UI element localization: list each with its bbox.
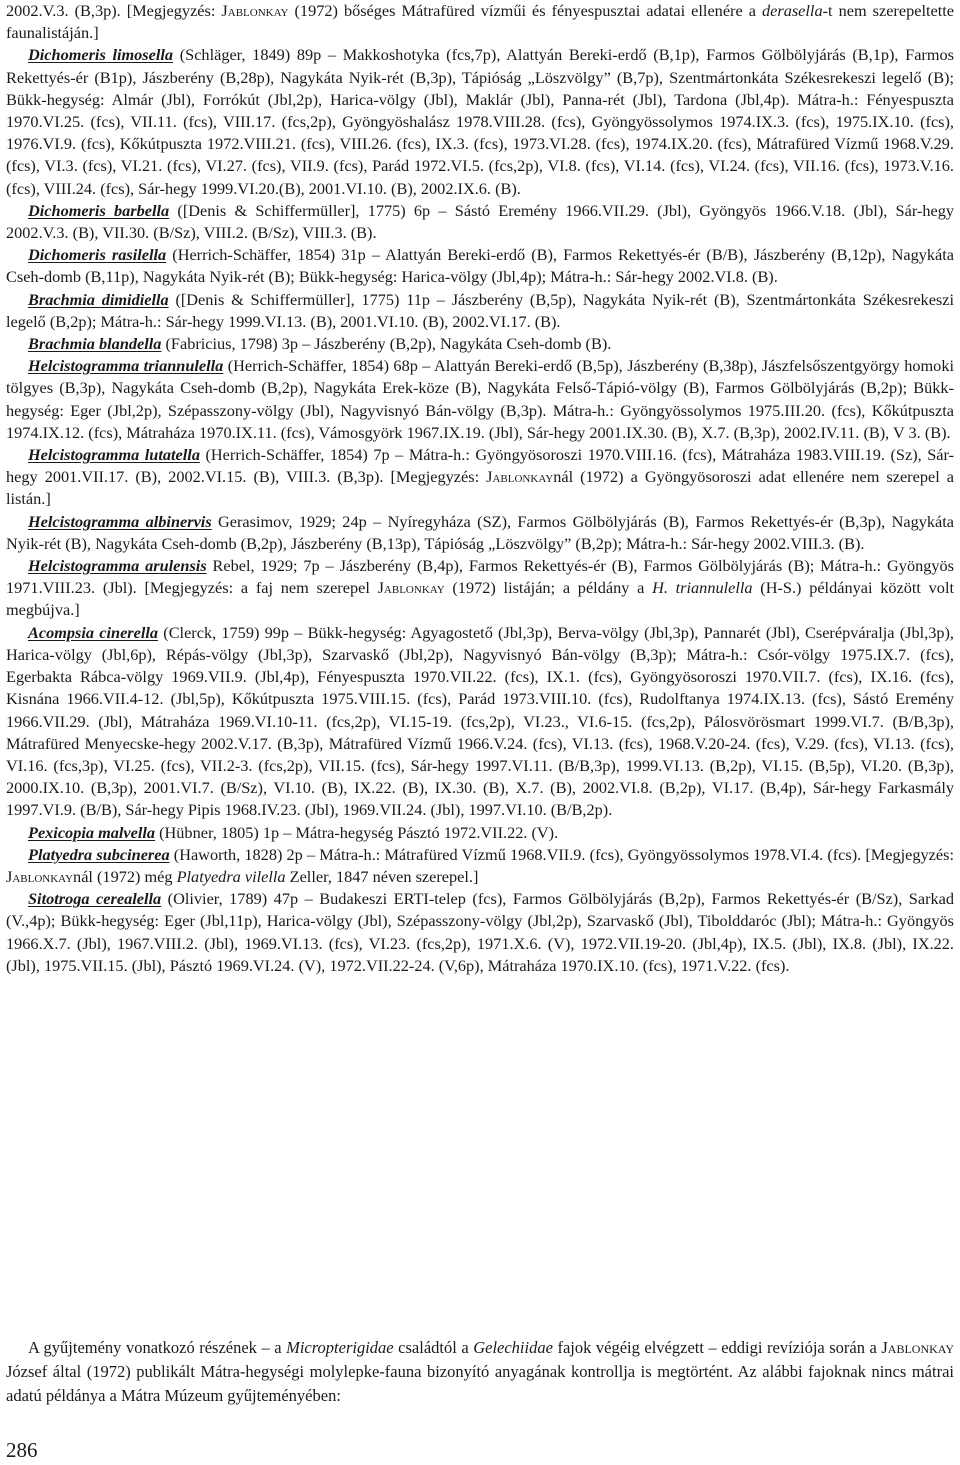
species-name: Helcistogramma triannulella [28,356,224,376]
species-entry [6,44,954,199]
page-number: 286 [6,1438,38,1462]
species-name: Brachmia blandella [28,334,162,354]
species-records: (Herrich-Schäffer, 1854) 7p – Mátra-h.: Gyöngyösoroszi 1970.VIII.16. (fcs), Mátraháza 1983.VIII.19. (Sz), Sár-hegy 2001.VII.17. (B), 2002.VI.15. (B), VIII.3. (B,3p). [Megjegyzés: [6,445,955,487]
species-entry [6,289,954,333]
species-entry [6,622,954,822]
continued-paragraph [6,0,954,44]
species-records: (Schläger, 1849) 89p – Makkoshotyka (fcs,7p), Alattyán Bereki-erdő (B,1p), Farmos Gölbölyjárás (B,1p), Farmos Rekettyés-ér (B1p), Jászberény (B,28p), Nagykáta Nyik-rét (B,3p), Tápióság „Löszvölgy” (B,7p), Szentmártonkáta Székesrekeszi legelő (B); Bükk-hegység: Almár (Jbl), Forrókút (Jbl,2p), Harica-völgy (Jbl), Maklár (Jbl), Panna-rét (Jbl), Tardona (Jbl,4p). Mátra-h.: Fényespuszta 1970.VI.25. (fcs), VII.11. (fcs), VIII.17. (fcs,2p), Gyöngyöshalász 1978.VIII.28. (fcs), Gyöngyössolymos 1974.IX.3. (fcs), 1975.IX.10. (fcs), 1976.VI.9. (fcs), Kőkútpuszta 1972.VIII.21. (fcs), VIII.26. (fcs), IX.3. (fcs), 1973.VI.28. (fcs), 1974.IX.20. (fcs), Mátrafüred Vízmű 1968.V.29. (fcs), VI.3. (fcs), VI.21. (fcs), VI.27. (fcs), VII.9. (fcs), Parád 1972.VI.5. (fcs,2p), VI.8. (fcs), VI.14. (fcs), VI.24. (fcs), VII.16. (fcs), 1973.V.16. (fcs), VIII.24. (fcs), Sár-hegy 1999.VI.20.(B), 2001.VI.10. (B), 2002.IX.6. (B). [6,45,954,198]
species-entry [6,244,954,288]
text: Zeller, 1847 néven szerepel.] [285,866,479,886]
text: fajok végéig elvégzett – eddigi revíziója során a [552,1338,882,1357]
text: 2002.V.3. (B,3p). [Megjegyzés: [6,1,222,20]
species-italic: H. triannulella [652,578,753,598]
species-records: ([Denis & Schiffermüller], 1775) 11p – Jászberény (B,5p), Nagykáta Nyik-rét (B), Szentmártonkáta Székesrekeszi legelő (B,2p); Mátra-h.: Sár-hegy 1999.VI.13. (B), 2001.VI.10. (B), 2002.VI.17. (B). [6,289,955,331]
species-entry [6,555,954,622]
species-name: Dichomeris limosella [28,45,174,65]
species-name: Helcistogramma lutatella [28,445,200,465]
text: (1972) listáján; a példány a [444,578,653,598]
species-entry [6,511,954,555]
species-records: (Herrich-Schäffer, 1854) 31p – Alattyán Bereki-erdő (B), Farmos Rekettyés-ér (B/B), Jászberény (B,12p), Nagykáta Cseh-domb (B,11p), Nagykáta Nyik-rét (B); Bükk-hegység: Harica-völgy (Jbl,4p); Mátra-h.: Sár-hegy 2002.VI.8. (B). [6,245,954,287]
text: családtól a [393,1338,474,1357]
species-name: Sitotroga cerealella [28,889,162,909]
species-name: Brachmia dimidiella [28,289,169,309]
text: nál (1972) még [73,866,177,886]
text: (1972) bőséges Mátrafüred vízműi és fényespusztai adatai ellenére a [288,1,762,20]
species-entry [6,888,954,977]
species-entry [6,822,954,844]
author-name: Jablonkay [377,578,445,598]
species-records: ([Denis & Schiffermüller], 1775) 6p – Sástó Eremény 1966.VII.29. (Jbl), Gyöngyös 1966.V.18. (Jbl), Sár-hegy 2002.V.3. (B), VII.30. (B/Sz), VIII.2. (B/Sz), VIII.3. (B). [6,200,954,243]
species-name: Dichomeris barbella [28,200,170,220]
author-name: Jablonkay [6,866,74,886]
species-entry [6,200,954,244]
family-italic: Gelechiidae [473,1338,553,1357]
species-italic: derasella [762,1,823,20]
species-records: (Clerck, 1759) 99p – Bükk-hegység: Agyagostető (Jbl,3p), Berva-völgy (Jbl,3p), Pannarét (Jbl), Cserépváralja (Jbl,3p), Harica-völgy (Jbl,6p), Répás-völgy (Jbl,3p), Szarvaskő (Jbl,2p), Nagyvisnyó Bán-völgy (B,3p); Mátra-h.: Csór-völgy 1975.IX.7. (fcs), Egerbakta Rábca-völgy 1969.VII.9. (Jbl,4p), Fényespuszta 1970.VII.22. (fcs), IX.1. (fcs), Gyöngyösoroszi 1970.VII.7. (fcs), IX.16. (fcs), Kisnána 1966.VII.4-12. (Jbl,5p), Kőkútpuszta 1975.VIII.15. (fcs), Parád 1973.VIII.10. (fcs), Rudolftanya 1974.IX.13. (fcs), Sástó Eremény 1966.VII.29. (Jbl), Mátraháza 1969.VI.10-11. (fcs,2p), VI.15-19. (fcs,2p), VI.23., VI.6-15. (fcs,2p), Pálosvörösmart 1999.VI.7. (B/B,3p), Mátrafüred Menyecske-hegy 2002.V.17. (B,3p), Mátrafüred Vízmű 1966.V.24. (fcs), VI.13. (fcs), 1968.V.20-24. (fcs), V.29. (fcs), VI.13. (fcs), VI.16. (fcs,3p), VI.25. (fcs), VII.2-3. (fcs,2p), VII.15. (fcs), Sár-hegy 1997.VI.11. (B/B,3p), 1999.VI.13. (B,2p), VI.15. (B,5p), VI.20. (B,3p), 2000.IX.10. (B,3p), 2001.VI.7. (B/Sz), VI.10. (B), IX.22. (B), IX.30. (B), X.7. (B), 2002.VI.8. (B,2p), VI.17. (B,4p), Sár-hegy Farkasmály 1997.VI.9. (B/B), Sár-hegy Pipis 1968.IV.23. (Jbl), 1969.VII.24. (Jbl), 1997.VI.10. (B/B,2p). [6,622,954,820]
species-entry [6,444,954,511]
text: A gyűjtemény vonatkozó részének – a [28,1338,287,1357]
text: (H-S.) példányai között volt megbújva.] [6,578,954,620]
text: -t nem szerepeltette faunalistáján.] [6,1,954,43]
author-name: Jablonkay [486,467,554,487]
text: József által (1972) publikált Mátra-hegységi molylepke-fauna bizonyító anyagának kontrollja is megtörtént. Az alábbi fajoknak nincs mátrai adatú példánya a Mátra Múzeum gyűjteményében: [6,1362,954,1405]
species-records: (Fabricius, 1798) 3p – Jászberény (B,2p), Nagykáta Cseh-domb (B). [161,334,612,354]
species-records: (Hübner, 1805) 1p – Mátra-hegység Pásztó 1972.VII.22. (V). [155,822,559,842]
species-name: Pexicopia malvella [28,822,156,842]
species-records: (Haworth, 1828) 2p – Mátra-h.: Mátrafüred Vízmű 1968.VII.9. (fcs), Gyöngyössolymos 1978.VI.4. (fcs). [Megjegyzés: [169,844,954,864]
species-records: (Herrich-Schäffer, 1854) 68p – Alattyán Bereki-erdő (B,5p), Jászberény (B,38p), Jászfelsőszentgyörgy homoki tölgyes (B,3p), Nagykáta Cseh-domb (B,2p), Nagykáta Erek-köze (B), Nagykáta Felső-Tápió-völgy (B), Farmos Gölbölyjárás (B,2p); Bükk-hegység: Eger (Jbl,2p), Szépasszony-völgy (Jbl), Nagyvisnyó Bán-völgy (B,3p). Mátra-h.: Gyöngyössolymos 1975.III.20. (fcs), Kőkútpuszta 1974.IX.12. (fcs), Mátraháza 1970.IX.11. (fcs), Vámosgyörk 1967.IX.19. (Jbl), Sár-hegy 2001.IX.30. (B), X.7. (B,3p), 2002.IV.11. (B), V 3. (B). [6,356,954,442]
page-body [6,0,954,977]
species-name: Helcistogramma arulensis [28,556,207,576]
closing-paragraph [6,1336,954,1408]
species-name: Helcistogramma albinervis [28,511,212,531]
species-italic: Platyedra vilella [176,866,286,886]
author-name: Jablonkay [881,1338,955,1357]
species-name: Acompsia cinerella [28,622,159,642]
species-entry [6,333,954,355]
species-records: (Olivier, 1789) 47p – Budakeszi ERTI-telep (fcs), Farmos Gölbölyjárás (B,2p), Farmos Rekettyés-ér (B/Sz), Sarkad (V.,4p); Bükk-hegység: Eger (Jbl,11p), Harica-völgy (Jbl), Szépasszony-völgy (Jbl,2p), Szarvaskő (Jbl), Tibolddaróc (Jbl); Mátra-h.: Gyöngyös 1966.X.7. (Jbl), 1967.VIII.2. (Jbl), 1969.VI.13. (fcs), VI.23. (fcs,2p), 1971.X.6. (V), 1972.VII.19-20. (Jbl,4p), IX.5. (Jbl), IX.8. (Jbl), IX.22. (Jbl), 1975.VII.15. (Jbl), Pásztó 1969.VI.24. (V), 1972.VII.22-24. (V,6p), Mátraháza 1970.IX.10. (fcs), 1971.V.22. (fcs). [6,889,955,975]
family-italic: Micropterigidae [286,1338,394,1357]
species-records: Rebel, 1929; 7p – Jászberény (B,4p), Farmos Rekettyés-ér (B), Farmos Gölbölyjárás (B); Mátra-h.: Gyöngyös 1971.VIII.23. (Jbl). [Megjegyzés: a faj nem szerepel [6,556,954,598]
species-entry [6,844,954,888]
species-records: Gerasimov, 1929; 24p – Nyíregyháza (SZ), Farmos Gölbölyjárás (B), Farmos Rekettyés-ér (B,3p), Nagykáta Nyik-rét (B), Nagykáta Cseh-domb (B,2p), Jászberény (B,13p), Tápióság „Löszvölgy” (B,2p); Mátra-h.: Sár-hegy 2002.VIII.3. (B). [6,511,954,553]
text: nál (1972) a Gyöngyösoroszi adat ellenére nem szerepel a listán.] [6,467,954,509]
author-name: Jablonkay [221,1,289,20]
species-name: Platyedra subcinerea [28,844,170,864]
species-entry [6,355,954,444]
species-name: Dichomeris rasilella [28,245,167,265]
